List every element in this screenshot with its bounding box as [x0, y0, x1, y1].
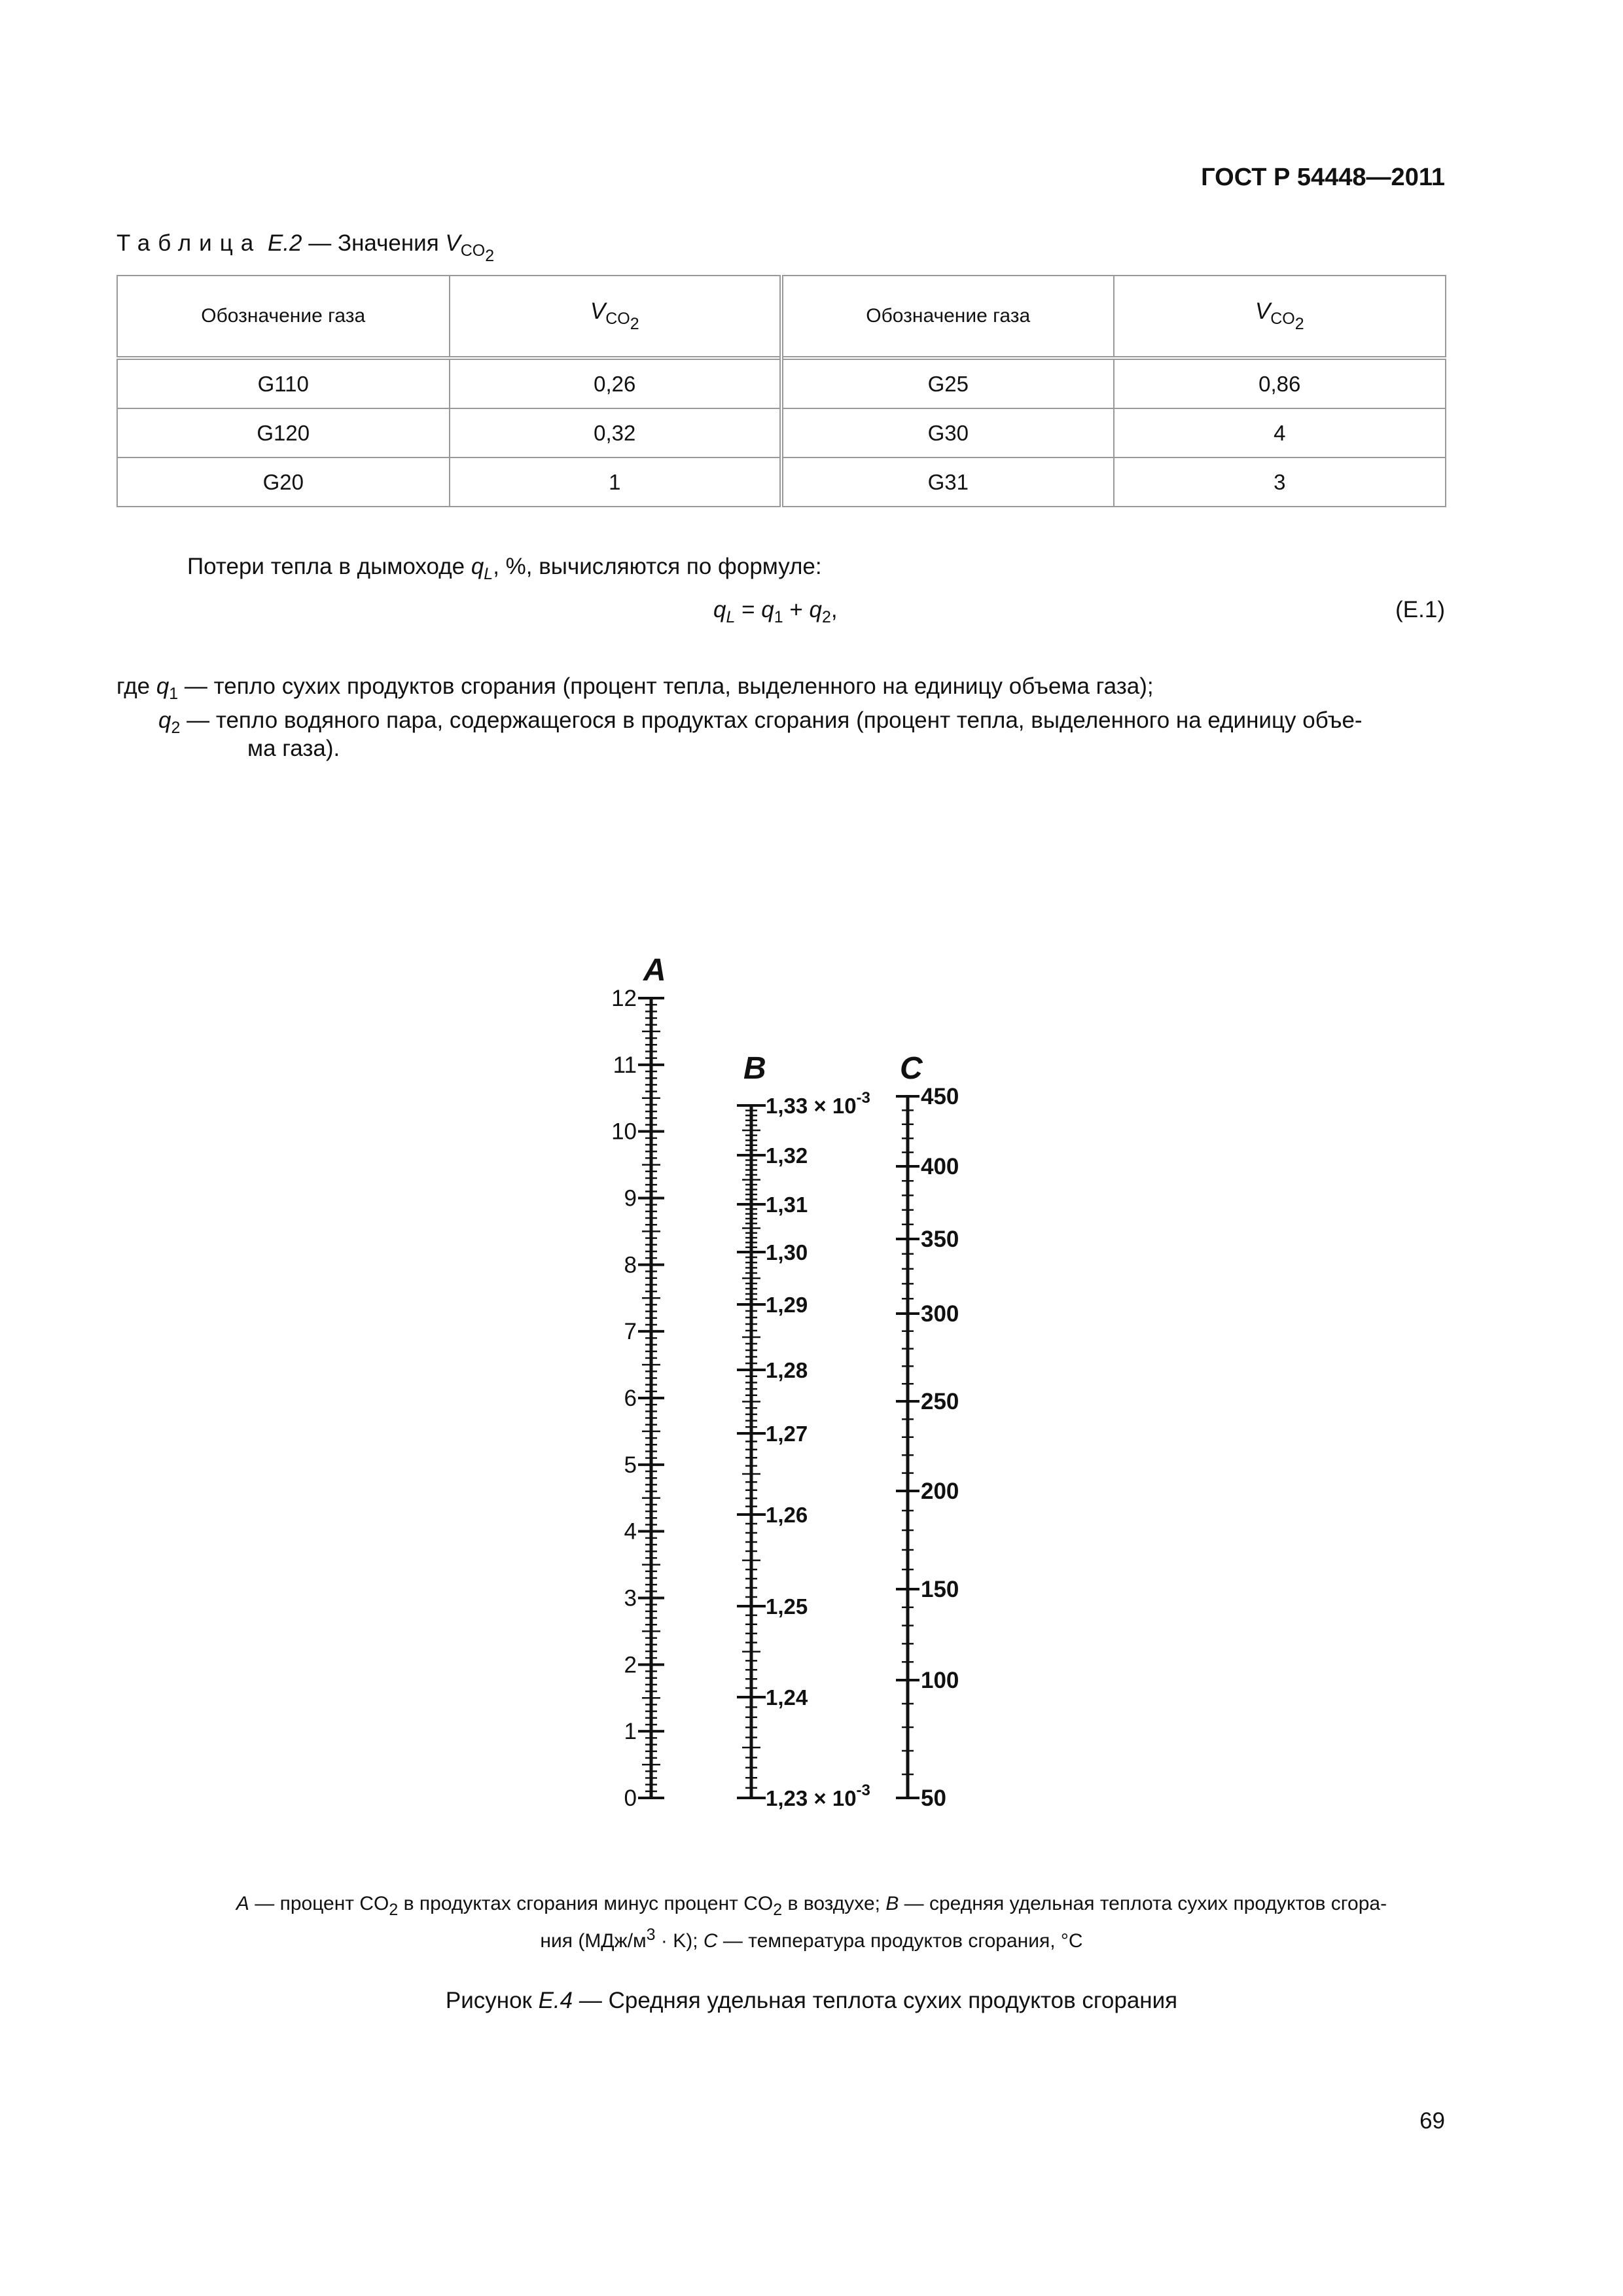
scale-a-tick-label: 3: [624, 1585, 637, 1611]
scale-a-tick-label: 11: [613, 1052, 637, 1078]
scale-a-tick-label: 0: [624, 1785, 637, 1811]
scale-b-tick-label: 1,29: [766, 1293, 808, 1317]
scale-b-exponent: -3: [856, 1782, 870, 1799]
v-subscript: CO: [460, 242, 486, 260]
header-vco2-1: $V_{CO_2}$: [450, 276, 782, 358]
table-caption-prefix: Таблица: [116, 230, 262, 256]
scale-a-tick-label: 9: [624, 1185, 637, 1211]
figure-legend-line2: ния $(МДж/м^3 \cdot K)$; C — температура продуктов сгорания, °C: [540, 1926, 1083, 1952]
cell-gas: G20: [117, 457, 450, 507]
scale-b-exponent: -3: [856, 1089, 870, 1107]
scale-b-name: B: [743, 1051, 766, 1086]
where-q2-cont: ма газа).: [247, 736, 340, 761]
scale-b-tick-label: 1,25: [766, 1594, 808, 1619]
cell-value: 1: [450, 457, 782, 507]
scale-b-tick-label: $1,23 \times 10^{-3}$: [766, 1782, 870, 1810]
scale-c-tick-label: 450: [921, 1084, 959, 1109]
scale-c-tick-label: 200: [921, 1479, 959, 1504]
scale-a-tick-label: 4: [624, 1518, 637, 1545]
scale-c-tick-label: 350: [921, 1227, 959, 1252]
scale-c-name: C: [900, 1051, 923, 1086]
cell-gas: G31: [781, 457, 1114, 507]
v-symbol: V: [445, 230, 461, 256]
header-gas-1: Обозначение газа: [117, 276, 450, 358]
scale-c-tick-label: 100: [921, 1668, 959, 1693]
equation-number: (E.1): [1395, 597, 1445, 622]
page-number: 69: [1419, 2108, 1445, 2134]
scale-a-tick-label: 7: [624, 1319, 637, 1345]
scale-a-tick-label: 12: [611, 986, 637, 1011]
cell-value: 0,26: [450, 358, 782, 408]
cell-value: 0,32: [450, 408, 782, 457]
cell-value: 0,86: [1114, 358, 1446, 408]
cell-gas: G120: [117, 408, 450, 457]
where-q1: где $q_1$ — тепло сухих продуктов сгорания (процент тепла, выделенного на единицу объема газа);: [116, 673, 1154, 703]
table-caption-text: — Значения: [302, 230, 446, 256]
figure-title: Рисунок Е.4 — Средняя удельная теплота сухих продуктов сгорания: [445, 1988, 1178, 2013]
scale-a-tick-label: 10: [611, 1119, 637, 1145]
paragraph-heat-loss: Потери тепла в дымоходе $q_L$, %, вычисляются по формуле:: [187, 554, 822, 583]
cell-value: 4: [1114, 408, 1446, 457]
scale-c-tick-label: 150: [921, 1577, 959, 1602]
scale-c-tick-label: 250: [921, 1389, 959, 1414]
scale-b-tick-label: 1,32: [766, 1143, 808, 1168]
scale-a-tick-label: 1: [624, 1719, 637, 1745]
figure-legend: [131, 1892, 1492, 1954]
table-caption-number: Е.2: [267, 230, 302, 256]
scale-b-tick-label: 1,24: [766, 1685, 808, 1710]
where-q2: $q_2$ — тепло водяного пара, содержащегося в продуктах сгорания (процент тепла, выделенного на единицу объе-: [158, 708, 1363, 737]
header-gas-2: Обозначение газа: [781, 276, 1114, 358]
scale-b-tick-label: 1,28: [766, 1358, 808, 1382]
scale-c-tick-label: 50: [921, 1785, 946, 1811]
scale-c-tick-label: 400: [921, 1154, 959, 1179]
v-sub-index: 2: [485, 247, 495, 265]
scale-b-tick-label: $1,33 \times 10^{-3}$: [766, 1089, 870, 1118]
scale-a-name: A: [643, 953, 666, 988]
scale-c-tick-label: 300: [921, 1301, 959, 1327]
scale-a-tick-label: 5: [624, 1452, 637, 1478]
cell-value: 3: [1114, 457, 1446, 507]
cell-gas: G30: [781, 408, 1114, 457]
scale-a-tick-label: 6: [624, 1386, 637, 1411]
standard-number: ГОСТ Р 54448—2011: [1201, 164, 1445, 191]
cell-gas: G25: [781, 358, 1114, 408]
cell-gas: G110: [117, 358, 450, 408]
scale-b-tick-label: 1,26: [766, 1503, 808, 1527]
scale-b-tick-label: 1,30: [766, 1240, 808, 1265]
figure-legend-line1: A — процент $CO_2$ в продуктах сгорания минус процент $CO_2$ в воздухе; B — средняя удельная теплота сухих продуктов сгора-: [236, 1893, 1387, 1919]
scale-b-tick-label: 1,31: [766, 1193, 808, 1217]
formula: $q_L = q_1 + q_2$,: [713, 597, 838, 626]
scale-a-tick-label: 8: [624, 1252, 637, 1278]
header-vco2-2: $V_{CO_2}$: [1114, 276, 1446, 358]
scale-a-tick-label: 2: [624, 1652, 637, 1678]
scale-b-tick-label: 1,27: [766, 1422, 808, 1446]
